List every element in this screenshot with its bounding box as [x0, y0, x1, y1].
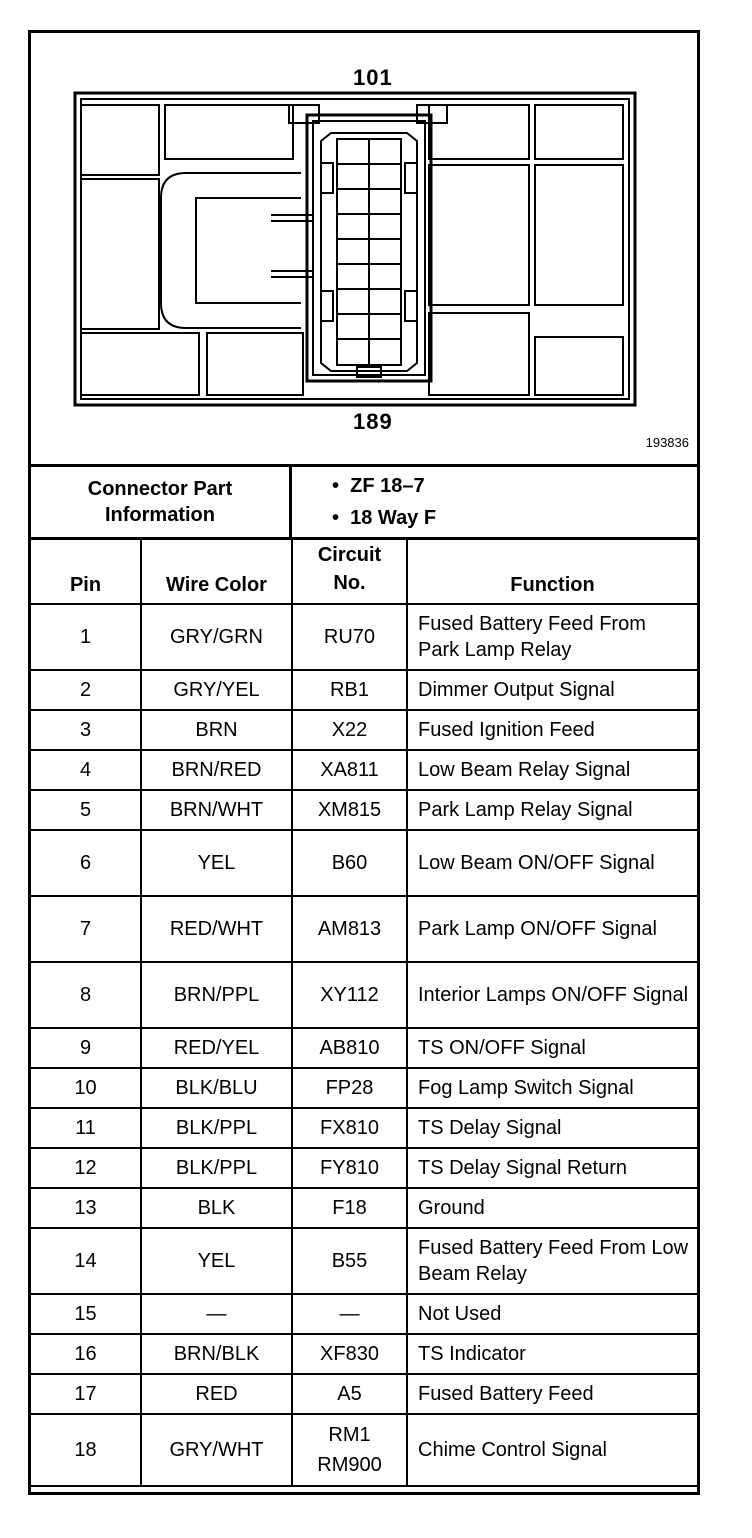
- table-row: [31, 1414, 697, 1486]
- pin-cell: 4: [31, 750, 141, 790]
- circuit-no-cell: RB1: [292, 670, 407, 710]
- function-cell: TS ON/OFF Signal: [407, 1028, 697, 1068]
- pin-table: [31, 540, 697, 1487]
- pin-table-body: [31, 604, 697, 1486]
- wire-color-cell: BRN/PPL: [141, 962, 292, 1028]
- header-circuit-no: Circuit No.: [292, 540, 407, 604]
- wire-color-cell: YEL: [141, 1228, 292, 1294]
- circuit-no-cell: XY112: [292, 962, 407, 1028]
- table-row: [31, 830, 697, 896]
- table-row: [31, 790, 697, 830]
- circuit-no-cell: AB810: [292, 1028, 407, 1068]
- function-cell: Park Lamp ON/OFF Signal: [407, 896, 697, 962]
- connector-diagram: [31, 33, 697, 467]
- function-cell: Fog Lamp Switch Signal: [407, 1068, 697, 1108]
- function-cell: TS Indicator: [407, 1334, 697, 1374]
- circuit-no-cell: B60: [292, 830, 407, 896]
- way-count-bullet: • 18 Way F: [332, 507, 437, 529]
- function-cell: Park Lamp Relay Signal: [407, 790, 697, 830]
- pin-cell: 11: [31, 1108, 141, 1148]
- pin-cell: 2: [31, 670, 141, 710]
- wire-color-cell: BLK: [141, 1188, 292, 1228]
- pin-cell: 15: [31, 1294, 141, 1334]
- table-row: [31, 1294, 697, 1334]
- table-row: [31, 750, 697, 790]
- circuit-no-cell: —: [292, 1294, 407, 1334]
- function-cell: Ground: [407, 1188, 697, 1228]
- part-number-bullet: • ZF 18–7: [332, 475, 425, 497]
- function-cell: TS Delay Signal: [407, 1108, 697, 1148]
- circuit-no-cell: XF830: [292, 1334, 407, 1374]
- pin-cell: 16: [31, 1334, 141, 1374]
- table-row: [31, 1228, 697, 1294]
- circuit-no-cell: B55: [292, 1228, 407, 1294]
- table-row: [31, 1148, 697, 1188]
- wire-color-cell: BLK/BLU: [141, 1068, 292, 1108]
- function-cell: Fused Battery Feed From Low Beam Relay: [407, 1228, 697, 1294]
- circuit-no-cell: AM813: [292, 896, 407, 962]
- circuit-no-cell: FX810: [292, 1108, 407, 1148]
- table-row: [31, 1334, 697, 1374]
- function-cell: Dimmer Output Signal: [407, 670, 697, 710]
- wire-color-cell: YEL: [141, 830, 292, 896]
- wire-color-cell: —: [141, 1294, 292, 1334]
- pin-label-101: 101: [353, 65, 393, 90]
- wire-color-cell: GRY/YEL: [141, 670, 292, 710]
- pin-cell: 1: [31, 604, 141, 670]
- circuit-no-cell: FP28: [292, 1068, 407, 1108]
- pin-cell: 10: [31, 1068, 141, 1108]
- wire-color-cell: RED/YEL: [141, 1028, 292, 1068]
- pin-cell: 3: [31, 710, 141, 750]
- function-cell: Low Beam ON/OFF Signal: [407, 830, 697, 896]
- function-cell: Fused Battery Feed From Park Lamp Relay: [407, 604, 697, 670]
- wire-color-cell: BLK/PPL: [141, 1108, 292, 1148]
- circuit-no-cell: RU70: [292, 604, 407, 670]
- pin-cell: 17: [31, 1374, 141, 1414]
- pin-cell: 6: [31, 830, 141, 896]
- wire-color-cell: RED/WHT: [141, 896, 292, 962]
- table-row: [31, 604, 697, 670]
- circuit-no-cell: XM815: [292, 790, 407, 830]
- table-row: [31, 1028, 697, 1068]
- circuit-no-cell: XA811: [292, 750, 407, 790]
- table-row: [31, 1108, 697, 1148]
- wire-color-cell: GRY/GRN: [141, 604, 292, 670]
- pin-cell: 14: [31, 1228, 141, 1294]
- wire-color-cell: BRN/WHT: [141, 790, 292, 830]
- function-cell: Not Used: [407, 1294, 697, 1334]
- wire-color-cell: BRN/BLK: [141, 1334, 292, 1374]
- pin-cell: 7: [31, 896, 141, 962]
- circuit-no-cell: X22: [292, 710, 407, 750]
- function-cell: Fused Ignition Feed: [407, 710, 697, 750]
- header-wire-color: Wire Color: [141, 540, 292, 604]
- table-row: [31, 896, 697, 962]
- pin-cell: 8: [31, 962, 141, 1028]
- connector-part-information: [31, 467, 697, 540]
- figure-number: 193836: [645, 435, 689, 450]
- wire-color-cell: BLK/PPL: [141, 1148, 292, 1188]
- table-row: [31, 670, 697, 710]
- pin-label-189: 189: [353, 409, 393, 434]
- pin-cell: 13: [31, 1188, 141, 1228]
- table-header-row: [31, 540, 697, 604]
- wire-color-cell: BRN/RED: [141, 750, 292, 790]
- pin-cell: 9: [31, 1028, 141, 1068]
- connector-sheet: [28, 30, 700, 1495]
- function-cell: Chime Control Signal: [407, 1414, 697, 1486]
- table-row: [31, 962, 697, 1028]
- circuit-no-cell: RM1 RM900: [292, 1414, 407, 1486]
- header-function: Function: [407, 540, 697, 604]
- wire-color-cell: BRN: [141, 710, 292, 750]
- pin-cell: 12: [31, 1148, 141, 1188]
- table-row: [31, 1068, 697, 1108]
- circuit-no-cell: F18: [292, 1188, 407, 1228]
- pin-cell: 5: [31, 790, 141, 830]
- circuit-no-cell: FY810: [292, 1148, 407, 1188]
- circuit-no-cell: A5: [292, 1374, 407, 1414]
- table-row: [31, 1374, 697, 1414]
- wire-color-cell: GRY/WHT: [141, 1414, 292, 1486]
- header-pin: Pin: [31, 540, 141, 604]
- part-info-bullets: [292, 467, 697, 537]
- part-info-heading: Connector Part Information: [31, 467, 292, 537]
- function-cell: Low Beam Relay Signal: [407, 750, 697, 790]
- table-row: [31, 1188, 697, 1228]
- function-cell: Interior Lamps ON/OFF Signal: [407, 962, 697, 1028]
- wire-color-cell: RED: [141, 1374, 292, 1414]
- table-row: [31, 710, 697, 750]
- function-cell: Fused Battery Feed: [407, 1374, 697, 1414]
- function-cell: TS Delay Signal Return: [407, 1148, 697, 1188]
- pin-cell: 18: [31, 1414, 141, 1486]
- connector-face-drawing: [31, 33, 697, 464]
